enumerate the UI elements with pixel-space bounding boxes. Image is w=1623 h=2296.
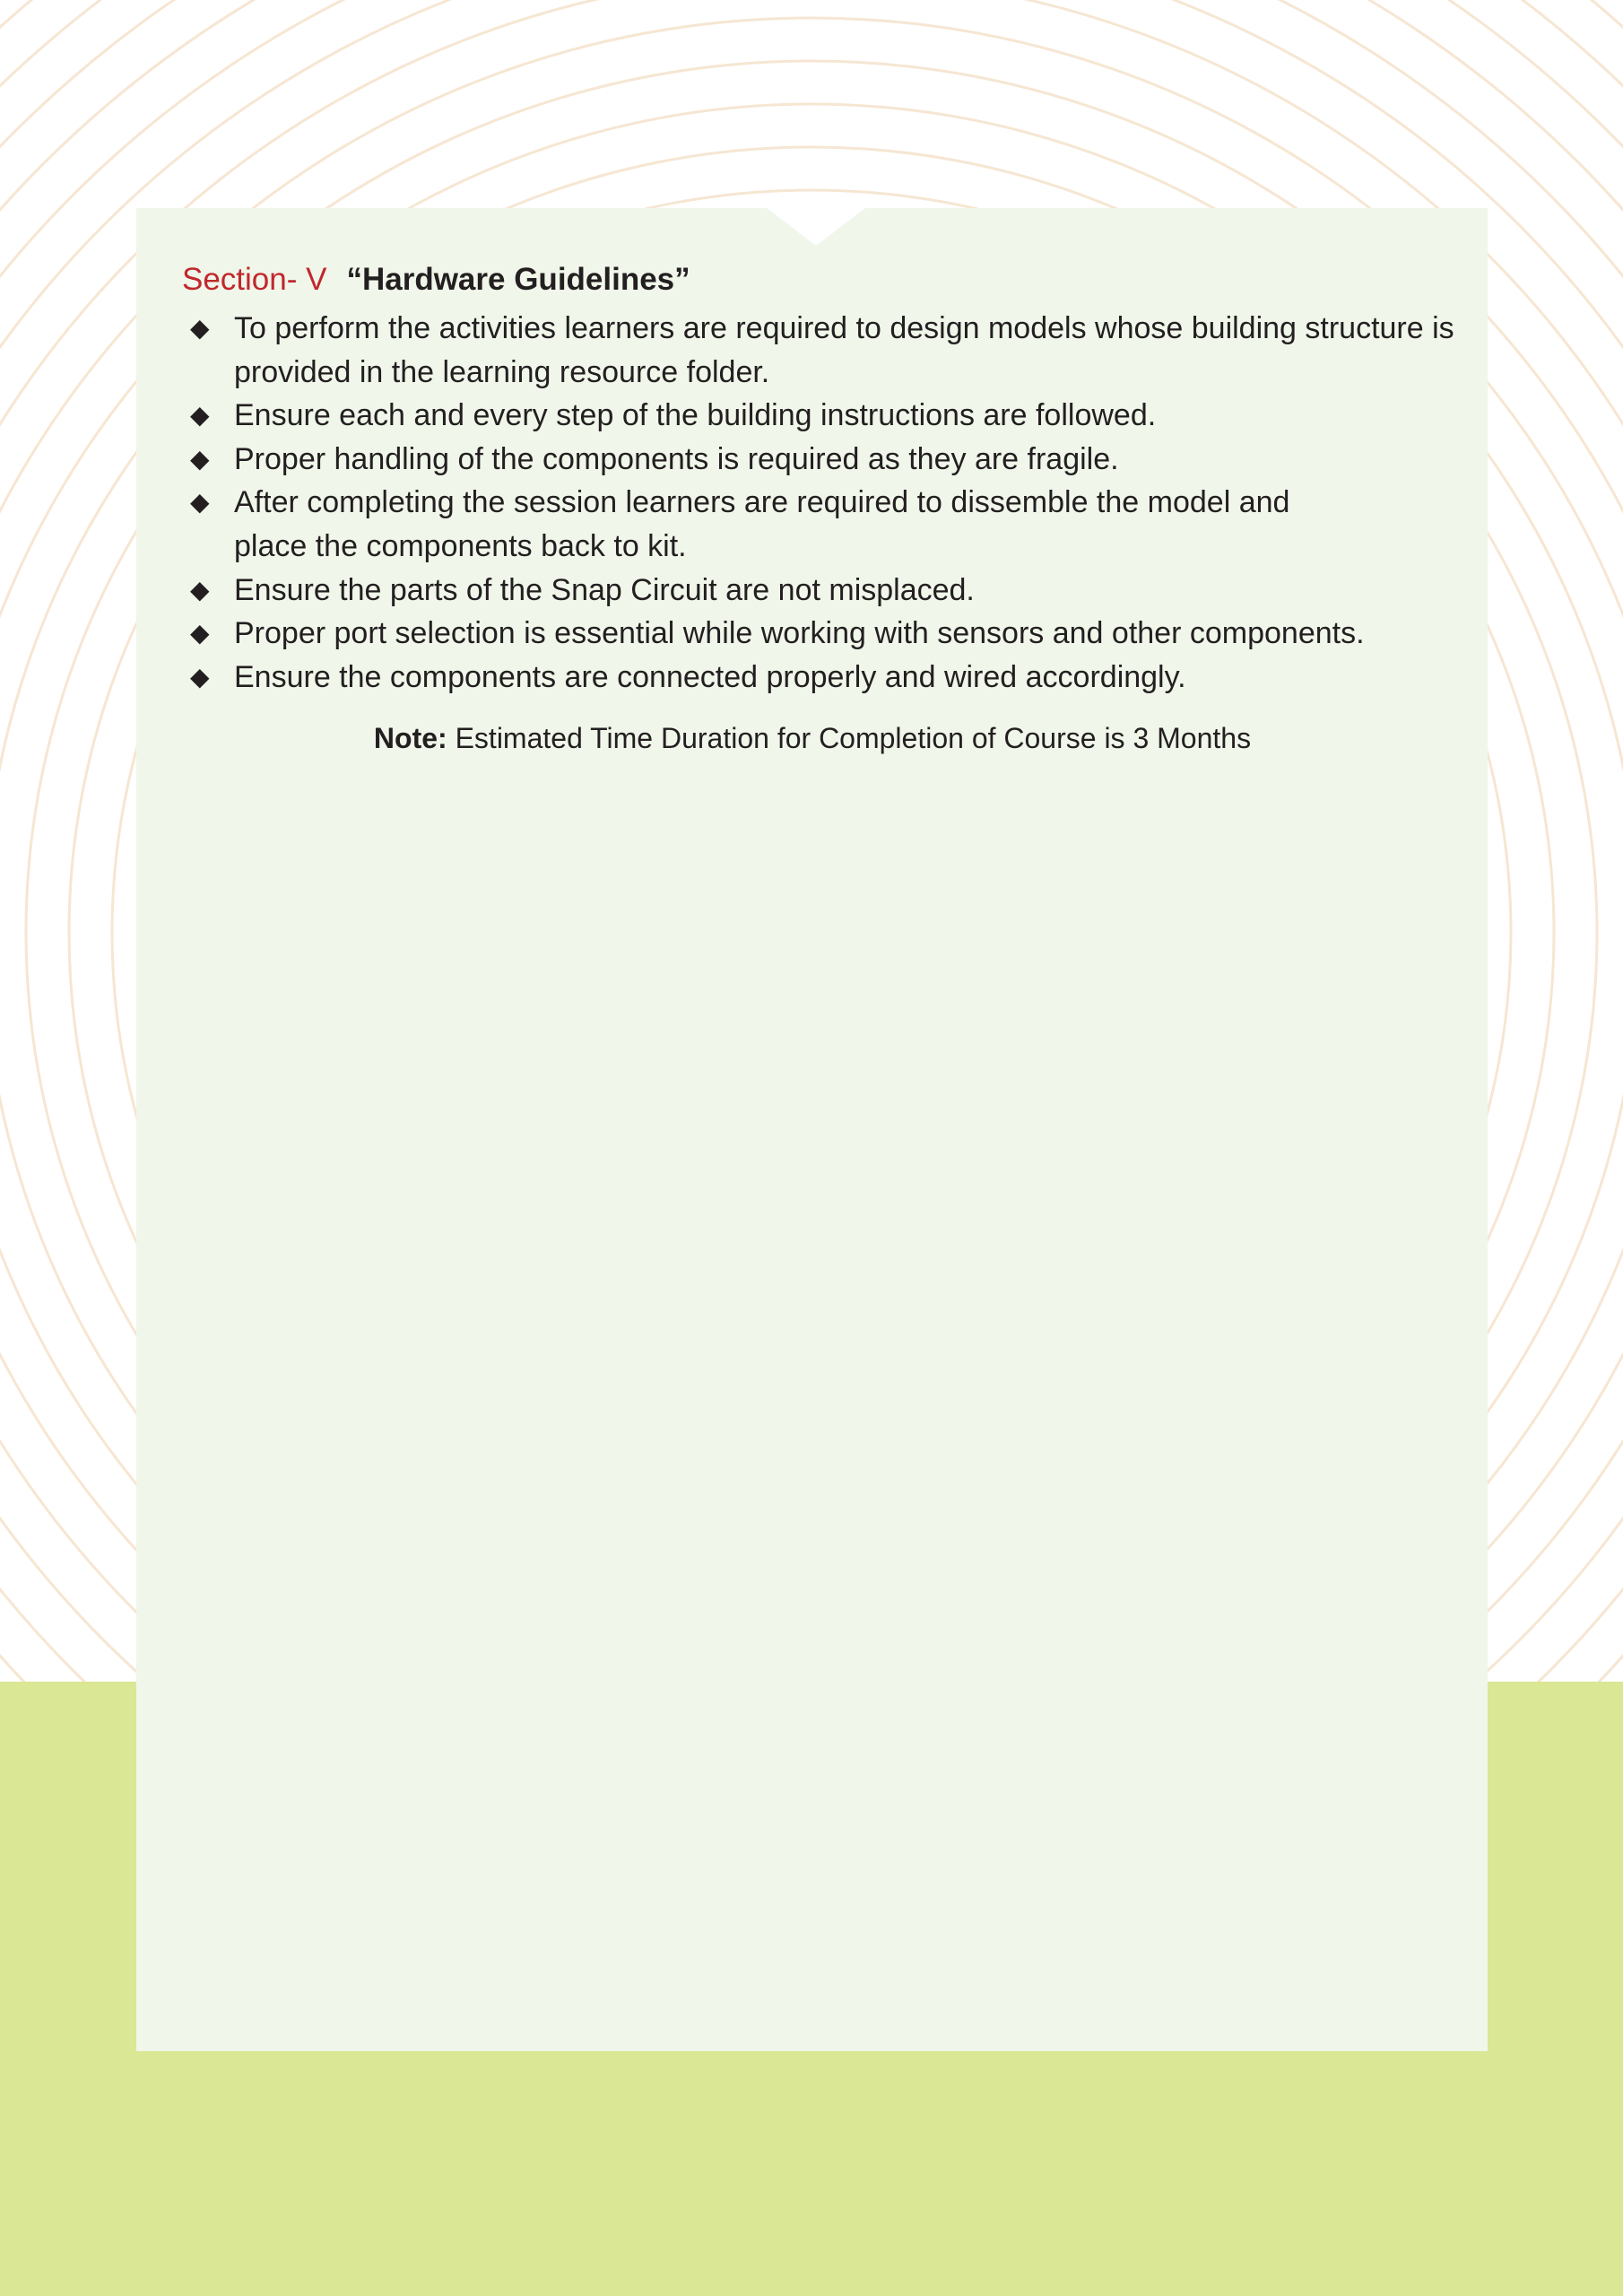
list-item: [182, 394, 1473, 438]
list-item-text: After completing the session learners are required to dissemble the model and place the components back to kit.: [234, 485, 1290, 563]
list-item: [182, 569, 1473, 613]
list-item: [182, 307, 1473, 394]
black-diamond-icon: ◆: [190, 444, 210, 473]
list-item: [182, 612, 1473, 656]
black-diamond-icon: ◆: [190, 401, 210, 430]
list-item-text: Proper port selection is essential while working with sensors and other components.: [234, 616, 1365, 651]
note-label: Note:: [373, 722, 447, 754]
list-item-text: Ensure each and every step of the building instructions are followed.: [234, 398, 1157, 433]
guidelines-section: [182, 258, 1473, 754]
black-diamond-icon: ◆: [190, 488, 210, 517]
list-item: [182, 438, 1473, 482]
black-diamond-icon: ◆: [190, 575, 210, 604]
list-item-text: To perform the activities learners are required to design models whose building structure is provided in the learning resource folder.: [234, 311, 1454, 389]
list-item: [182, 656, 1473, 700]
list-item: [182, 481, 1473, 568]
note: [182, 718, 1443, 758]
section-label: Section- V: [182, 262, 327, 297]
note-text: Estimated Time Duration for Completion of Course is 3 Months: [455, 722, 1252, 754]
guidelines-list: [182, 307, 1473, 699]
black-diamond-icon: ◆: [190, 662, 210, 691]
list-item-text: Ensure the parts of the Snap Circuit are not misplaced.: [234, 572, 975, 607]
section-title: “Hardware Guidelines”: [346, 262, 690, 297]
panel-notch: [767, 208, 865, 246]
black-diamond-icon: ◆: [190, 619, 210, 648]
black-diamond-icon: ◆: [190, 314, 210, 342]
list-item-text: Ensure the components are connected properly and wired accordingly.: [234, 659, 1186, 694]
list-item-text: Proper handling of the components is required as they are fragile.: [234, 441, 1119, 476]
section-heading: [182, 258, 1473, 301]
